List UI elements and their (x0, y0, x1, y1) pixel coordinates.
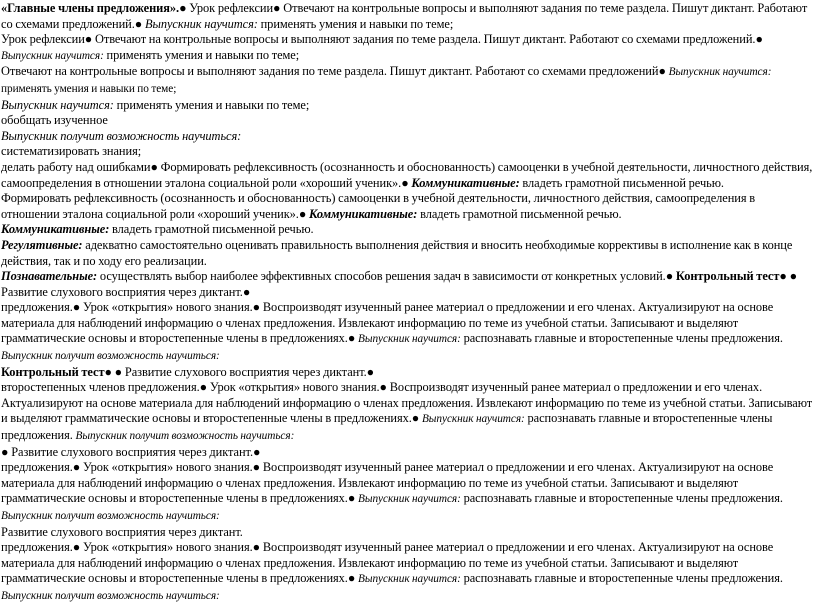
will-learn-label: Выпускник научится: (1, 49, 104, 62)
skill-text: применять умения и навыки по теме; (116, 97, 310, 112)
bullet-icon: ● (665, 269, 674, 284)
lesson-type: Урок рефлексии (189, 1, 274, 15)
communicative-label: Коммуникативные: (1, 222, 110, 237)
bullet-icon: ● (84, 32, 93, 47)
opportunity-label: Выпускник получит возможность научиться: (75, 430, 295, 443)
reproduce-text: Воспроизводят изученный ранее материал о предложении и его членах. Актуализируют на основе материала для наблюдений информацию о членах предложения. Извлекают информацию по теме из учебной статьи. Записывают и выделяют грамматические основы и второстепенные члены в предложениях. (1, 380, 813, 426)
paragraph-17 (1, 525, 815, 588)
paragraph-14 (1, 365, 815, 445)
bullet-icon: ● (347, 571, 356, 586)
recognize-split-1: распознавать главные и (527, 411, 650, 426)
paragraph-4 (1, 98, 815, 114)
opportunity-label: Выпускник получит возможность научиться: (1, 589, 220, 602)
discovery-text: Урок «открытия» нового знания. (209, 380, 380, 395)
listening-text: Развитие слухового восприятия через диктант. (124, 364, 367, 379)
bullet-icon: ● (347, 491, 356, 506)
paragraph-1 (1, 1, 815, 32)
bullet-icon: ● (252, 300, 261, 315)
listening-text: Развитие слухового восприятия через диктант. (11, 444, 253, 459)
bullet-icon: ● (179, 1, 187, 15)
activity-text: Отвечают на контрольные вопросы и выполняют задания по теме раздела. Пишут диктант. Работают со схемами предложений. (94, 32, 756, 47)
bullet-icon: ● (199, 380, 208, 395)
bullet-icon: ● (658, 64, 666, 79)
systematize-text: систематизировать знания; (1, 144, 142, 159)
regulatory-text: адекватно самостоятельно оценивать правильность выполнения действия и вносить необходимые коррективы в исполнение как в конце действия, так и по ходу его реализации. (1, 237, 793, 268)
generalize-text: обобщать изученное (1, 113, 108, 128)
paragraph-15 (1, 445, 815, 508)
skill-text: применять умения и навыки по теме (1, 82, 174, 95)
communicative-label: Коммуникативные: (411, 175, 520, 190)
error-work-text: делать работу над ошибками (1, 159, 151, 174)
will-learn-label: Выпускник научится: (1, 97, 114, 112)
reproduce-text: Воспроизводят изученный ранее материал о предложении и его членах. Актуализируют на основе материала для наблюдений информацию о членах предложения. Извлекают информацию по теме из учебной статьи. Записывают и выделяют грамматические основы и второстепенные члены в предложениях. (1, 540, 774, 586)
bullet-icon: ● (755, 32, 763, 47)
bullet-icon: ● (401, 175, 409, 190)
lesson-topic: «Главные члены предложения». (1, 1, 180, 15)
control-test-label: Контрольный тест (1, 364, 105, 379)
bullet-icon: ● (366, 364, 375, 379)
will-learn-label: Выпускник научится: (358, 493, 461, 506)
reproduce-text: Воспроизводят изученный ранее материал о предложении и его членах. Актуализируют на основе материала для наблюдений информацию о членах предложения. Извлекают информацию по теме из учебной статьи. Записывают и выделяют грамматические основы и второстепенные члены в предложениях. (1, 460, 774, 506)
bullet-icon: ● (242, 284, 251, 299)
cognitive-text: осуществлять выбор наиболее эффективных способов решения задач в зависимости от конкретных условий. (99, 269, 666, 284)
paragraph-10 (1, 222, 815, 238)
bullet-icon: ● (347, 331, 356, 346)
recognize-text: распознавать главные и второстепенные члены предложения. (463, 491, 783, 506)
control-test-label: Контрольный тест (675, 269, 780, 284)
writing-text: владеть грамотной письменной речью. (112, 222, 314, 237)
paragraph-9 (1, 191, 815, 222)
paragraph-8 (1, 160, 815, 191)
activity-text: Отвечают на контрольные вопросы и выполняют задания по теме раздела. Пишут диктант. Работают со схемами предложений (1, 64, 659, 79)
reflexivity-text: Формировать рефлексивность (осознанность и обоснованность) самооценки в учебной деятельности, личностного действия, самоопределения в отношении эталона социальной роли «хороший ученик». (1, 191, 756, 221)
writing-text: владеть грамотной письменной речью. (522, 175, 724, 190)
sentences-text: предложения. (1, 300, 73, 315)
skill-text: применять умения и навыки по теме; (106, 47, 300, 62)
paragraph-5 (1, 113, 815, 129)
discovery-text: Урок «открытия» нового знания. (82, 540, 253, 555)
recognize-text: распознавать главные и второстепенные члены предложения. (463, 571, 783, 586)
bullet-icon: ● (72, 460, 81, 475)
bullet-icon: ● (252, 460, 261, 475)
paragraph-3: Отвечают на контрольные вопросы и выполняют задания по теме раздела. Пишут диктант. Работают со схемами предложений● Выпускник научится: применять умения и навыки по теме; (1, 64, 772, 95)
will-learn-label: Выпускник научится: (421, 413, 525, 426)
discovery-text: Урок «открытия» нового знания. (82, 300, 253, 315)
paragraph-6 (1, 129, 815, 145)
paragraph-7 (1, 144, 815, 160)
paragraph-11 (1, 238, 815, 269)
sentences-text: предложения. (1, 540, 73, 555)
bullet-icon: ● (273, 1, 281, 15)
discovery-text: Урок «открытия» нового знания. (82, 460, 253, 475)
paragraph-18 (1, 588, 815, 605)
recognize-split-2: второстепенные члены предложения. (1, 411, 773, 443)
reproduce-text: Воспроизводят изученный ранее материал о предложении и его членах. Актуализируют на основе материала для наблюдений информацию о членах предложения. Извлекают информацию по теме из учебной статьи. Записывают и выделяют грамматические основы и второстепенные члены в предложениях. (1, 300, 774, 346)
bullet-icon: ● (779, 269, 787, 284)
writing-text: владеть грамотной письменной речью. (420, 206, 622, 221)
communicative-label: Коммуникативные: (309, 206, 418, 221)
bullet-icon: ● (134, 16, 143, 31)
will-learn-label: Выпускник научится: (358, 573, 461, 586)
skill-text: применять умения и навыки по теме; (260, 16, 454, 31)
paragraph-12 (1, 269, 815, 348)
will-learn-label: Выпускник научится: (144, 16, 258, 31)
reflexivity-text: Формировать рефлексивность (осознанность и обоснованность) самооценки в учебной деятельности, личностного действия, самоопределения в отношении эталона социальной роли «хороший ученик». (1, 159, 813, 190)
opportunity-label: Выпускник получит возможность научиться: (1, 510, 220, 522)
bullet-icon: ● (411, 411, 420, 426)
opportunity-label: Выпускник получит возможность научиться: (1, 350, 220, 363)
recognize-text: распознавать главные и второстепенные члены предложения. (463, 331, 783, 346)
secondary-members-text: второстепенных членов предложения. (1, 380, 200, 395)
cognitive-label: Познавательные: (1, 269, 98, 284)
will-learn-label: Выпускник научится: (668, 66, 772, 79)
listening-text: Развитие слухового восприятия через диктант. (1, 524, 243, 539)
activity-text: Отвечают на контрольные вопросы и выполняют задания по теме раздела. Пишут диктант. Работают со схемами предложений. (1, 1, 808, 31)
bullet-icon: ● (72, 540, 81, 555)
lesson-type: Урок рефлексии (1, 32, 85, 47)
paragraph-16 (1, 508, 815, 525)
regulatory-label: Регулятивные: (1, 237, 83, 252)
bullet-icon: ● (789, 269, 798, 284)
bullet-icon: ● (1, 444, 9, 459)
listening-text: Развитие слухового восприятия через диктант. (1, 284, 243, 299)
bullet-icon: ● (114, 364, 123, 379)
sentences-text: предложения. (1, 460, 73, 475)
bullet-icon: ● (104, 364, 112, 379)
bullet-icon: ● (72, 300, 81, 315)
paragraph-2 (1, 32, 815, 64)
paragraph-13 (1, 348, 815, 365)
bullet-icon: ● (379, 380, 387, 395)
bullet-icon: ● (253, 444, 261, 459)
bullet-icon: ● (252, 540, 261, 555)
bullet-icon: ● (150, 159, 158, 174)
opportunity-label: Выпускник получит возможность научиться: (1, 128, 242, 143)
bullet-icon: ● (298, 206, 307, 221)
will-learn-label: Выпускник научится: (358, 333, 461, 346)
